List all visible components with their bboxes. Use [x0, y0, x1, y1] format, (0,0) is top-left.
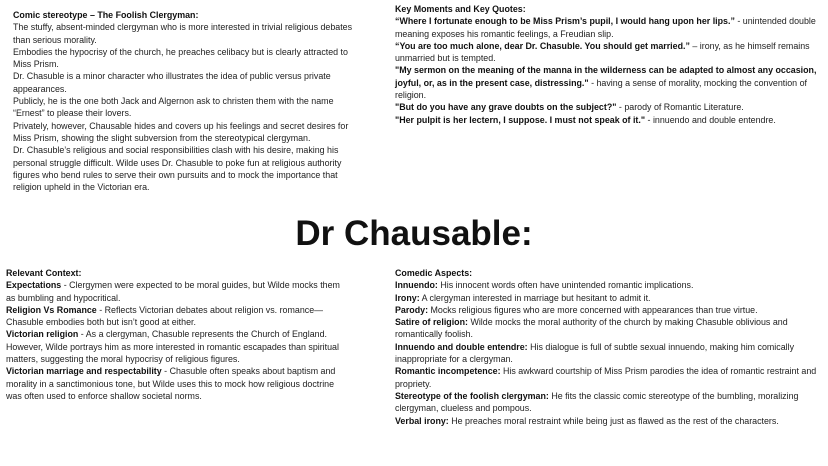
context-section: [6, 267, 351, 402]
quotes-heading: Key Moments and Key Quotes:: [395, 4, 526, 14]
context-heading: Relevant Context:: [6, 268, 82, 278]
comedic-section: [395, 267, 823, 427]
comedic-item: [395, 390, 823, 415]
context-item-label: Expectations: [6, 280, 62, 291]
quote-item: [395, 40, 820, 65]
context-item-text: - Clergymen were expected to be moral guides, but Wilde mocks them as bumbling and hypocritical.: [6, 280, 340, 303]
context-item: [6, 279, 351, 304]
quote-item: [395, 64, 820, 101]
quote-item-text: – irony, as he himself remains unmarried but is tempted.: [395, 40, 810, 64]
stereotype-paragraph: Dr. Chasuble’s religious and social responsibilities clash with his desire, making his personal struggle difficult. Wilde uses Dr. Chasuble to poke fun at religious authority figures who bend rules to serve their own pursuits and to mock the importance that religion upheld in the Victorian era.: [13, 145, 342, 193]
comedic-item-text: He preaches moral restraint while being just as flawed as the rest of the characters.: [448, 415, 779, 426]
comedic-item-text: A clergyman interested in marriage but hesitant to admit it.: [419, 292, 651, 303]
context-item-label: Victorian marriage and respectability: [6, 366, 162, 377]
context-item-label: Religion Vs Romance: [6, 304, 97, 315]
stereotype-paragraph: Dr. Chasuble is a minor character who illustrates the idea of public versus private appearances.: [13, 71, 331, 94]
context-item: [6, 328, 351, 365]
quote-item: [395, 101, 820, 113]
comedic-item-text: His awkward courtship of Miss Prism parodies the idea of romantic restraint and propriety.: [395, 366, 817, 389]
quote-item: [395, 15, 820, 40]
comedic-item-label: Verbal irony:: [395, 415, 449, 426]
context-item-text: - As a clergyman, Chasuble represents the Church of England. However, Wilde portrays him as more interested in romantic escapades than spiritual matters, suggesting the moral hypocrisy of religious figures.: [6, 329, 339, 365]
comedic-item-label: Stereotype of the foolish clergyman:: [395, 390, 549, 401]
stereotype-section: [13, 9, 353, 193]
comedic-item-label: Irony:: [395, 292, 420, 303]
comedic-item: [395, 415, 823, 427]
context-item-text: - Chasuble often speaks about baptism and morality in a sanctimonious tone, but Wilde uses this to mock how religious doctrine was often used to enforce shallow societal norms.: [6, 366, 336, 401]
comedic-item-label: Innuendo and double entendre:: [395, 341, 528, 352]
comedic-item-label: Romantic incompetence:: [395, 366, 501, 377]
quote-item-label: "My sermon on the meaning of the manna in the wilderness can be adapted to almost any occasion, joyful, or, as in the present case, distressing.": [395, 65, 817, 88]
page-title: Dr Chausable:: [295, 214, 533, 253]
quote-item-text: - innuendo and double entendre.: [645, 114, 776, 125]
stereotype-heading: Comic stereotype – The Foolish Clergyman:: [13, 10, 199, 20]
quote-item-text: - having a sense of morality, mocking the convention of religion.: [395, 77, 807, 101]
stereotype-paragraph: Embodies the hypocrisy of the church, he preaches celibacy but is clearly attracted to Miss Prism.: [13, 46, 348, 70]
comedic-item: [395, 365, 823, 390]
comedic-item-label: Parody:: [395, 304, 429, 315]
comedic-item-text: His innocent words often have unintended romantic implications.: [437, 280, 694, 291]
comedic-item-label: Innuendo:: [395, 280, 438, 291]
context-item: [6, 365, 351, 402]
quote-item-label: "But do you have any grave doubts on the subject?": [395, 102, 617, 113]
comedic-item: [395, 316, 823, 341]
comedic-item-label: Satire of religion:: [395, 317, 468, 328]
comedic-item-text: His dialogue is full of subtle sexual innuendo, making him comically inappropriate for a clergyman.: [395, 341, 795, 365]
quote-item-label: "Her pulpit is her lectern, I suppose. I must not speak of it.": [395, 114, 646, 125]
quotes-section: [395, 3, 820, 126]
comedic-item-text: Wilde mocks the moral authority of the church by making Chasuble oblivious and romantically foolish.: [395, 317, 788, 340]
stereotype-paragraph: Publicly, he is the one both Jack and Algernon ask to christen them with the name “Ernest” to please their lovers.: [13, 96, 334, 119]
quote-item-label: “You are too much alone, dear Dr. Chasuble. You should get married.”: [395, 40, 690, 51]
context-item-label: Victorian religion: [6, 329, 79, 340]
comedic-heading: Comedic Aspects:: [395, 268, 473, 278]
context-item-text: - Reflects Victorian debates about religion vs. romance—Chasuble embodies both but isn’t good at either.: [6, 304, 324, 328]
comedic-item: [395, 292, 823, 304]
stereotype-paragraph: The stuffy, absent-minded clergyman who is more interested in trivial religious debates than serious morality.: [13, 22, 353, 45]
quote-item: [395, 114, 820, 126]
comedic-item-text: He fits the classic comic stereotype of the bumbling, moralizing clergyman, clueless and pompous.: [395, 390, 799, 414]
stereotype-paragraph: Privately, however, Chausable hides and covers up his feelings and secret desires for Miss Prism, showing the slight subversion from the stereotypical clergyman.: [13, 120, 349, 143]
context-item: [6, 304, 351, 329]
quote-item-text: - parody of Romantic Literature.: [616, 102, 744, 113]
comedic-item: [395, 279, 823, 291]
quote-item-label: “Where I fortunate enough to be Miss Prism’s pupil, I would hang upon her lips.”: [395, 16, 735, 27]
quote-item-text: - unintended double meaning exposes his romantic feelings, a Freudian slip.: [395, 16, 816, 39]
comedic-item: [395, 341, 823, 366]
comedic-item-text: Mocks religious figures who are more concerned with appearances than true virtue.: [428, 304, 758, 315]
comedic-item: [395, 304, 823, 316]
